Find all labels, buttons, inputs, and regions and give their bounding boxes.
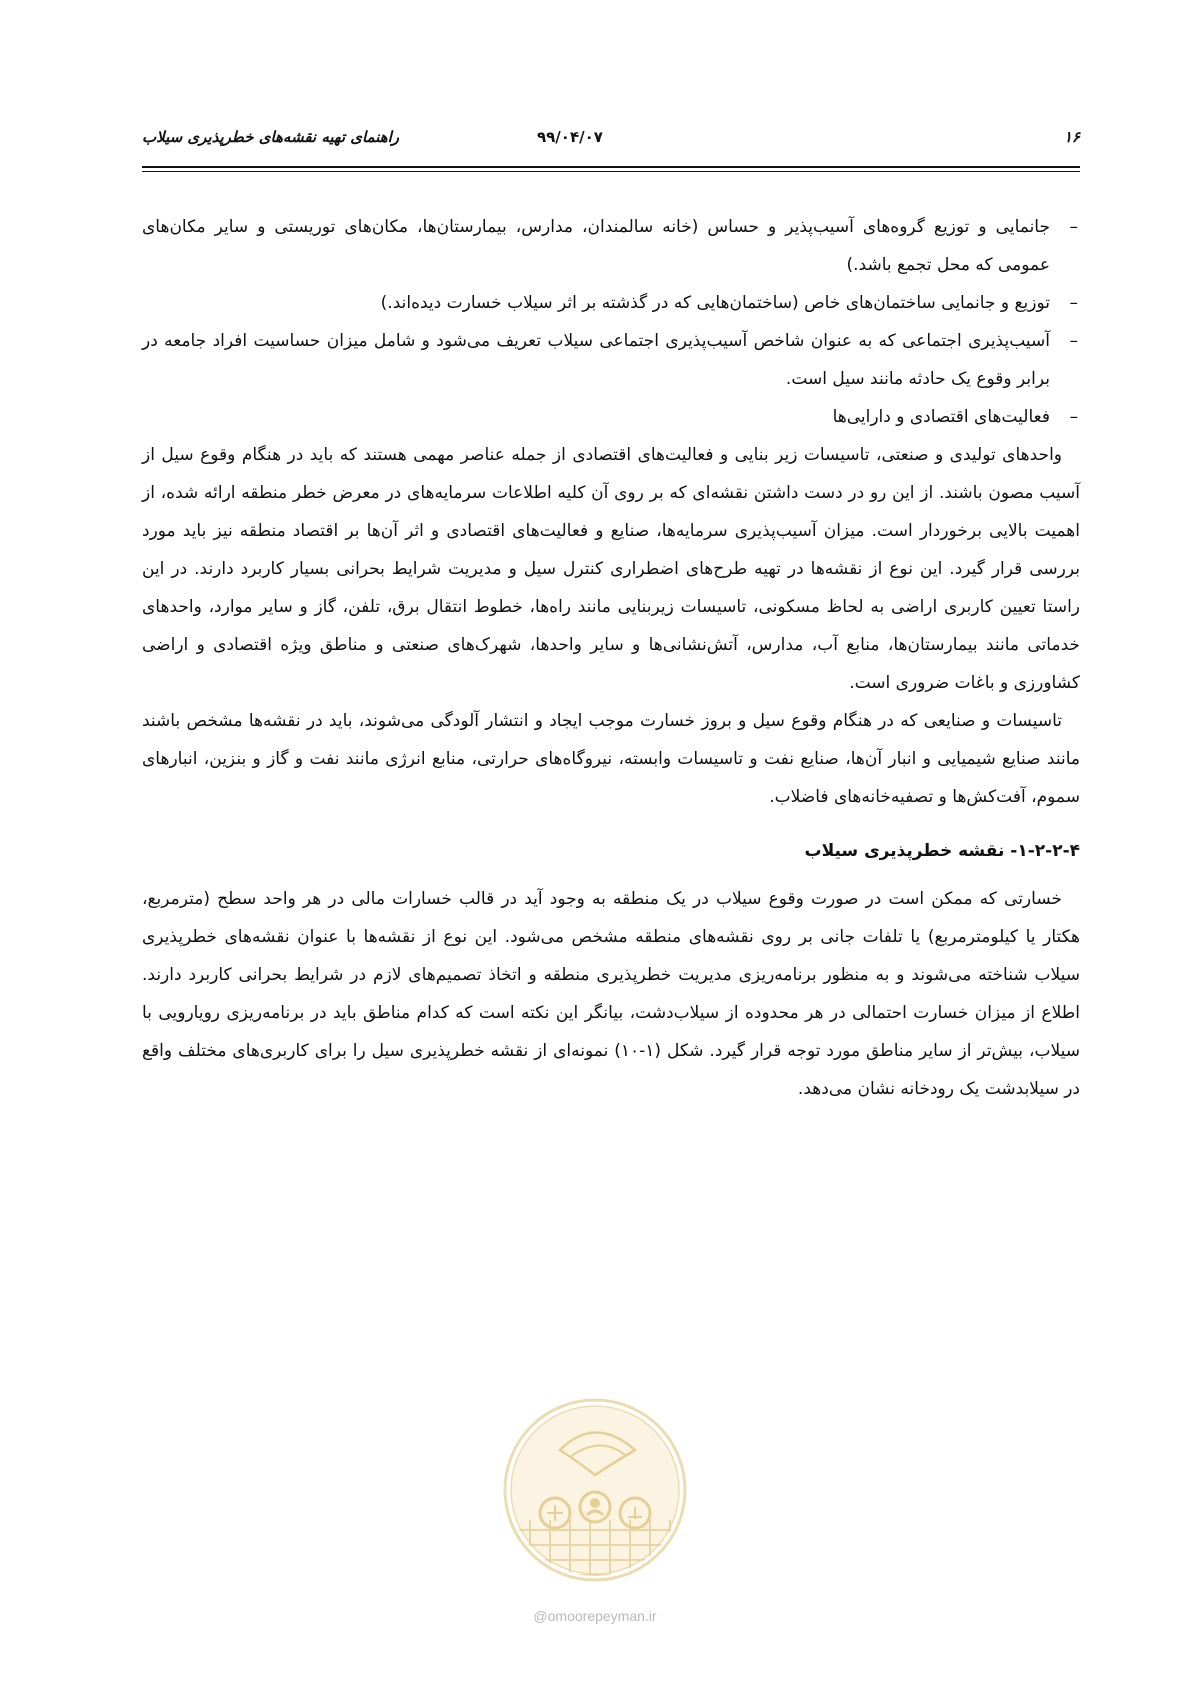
header-date: ۹۹/۰۴/۰۷ bbox=[537, 128, 603, 146]
header-divider-thin bbox=[142, 171, 1080, 172]
list-item bbox=[142, 208, 1080, 284]
header-title: راهنمای تهیه نقشه‌های خطرپذیری سیلاب bbox=[142, 128, 400, 146]
page-header bbox=[142, 128, 1080, 166]
section-paragraph: خسارتی که ممکن است در صورت وقوع سیلاب در یک منطقه به وجود آید در قالب خسارات مالی در هر واحد سطح (مترمربع، هکتار یا کیلومترمربع) یا تلفات جانی بر روی نقشه‌های منطقه مشخص می‌شود. این نوع از نقشه‌ها با عنوان نقشه‌های خطرپذیری سیلاب شناخته می‌شوند و به منظور برنامه‌ریزی مدیریت خطرپذیری منطقه و اتخاذ تصمیم‌های لازم در شرایط بحرانی کاربرد دارند. اطلاع از میزان خسارت احتمالی در هر محدوده از سیلاب‌دشت، بیانگر این نکته است که کدام مناطق باید در برنامه‌ریزی رویارویی با سیلاب، بیش‌تر از سایر مناطق مورد توجه قرار گیرد. شکل (۱-۱۰) نمونه‌ای از نقشه خطرپذیری سیل را برای کاربری‌های مختلف واقع در سیلابدشت یک رودخانه نشان می‌دهد. bbox=[142, 889, 1080, 1099]
header-divider bbox=[142, 166, 1080, 168]
bullet-dash: – bbox=[1069, 407, 1078, 427]
list-item bbox=[142, 284, 1080, 322]
bullet-dash: – bbox=[1069, 331, 1078, 351]
bullet-dash: – bbox=[1069, 293, 1078, 313]
list-item bbox=[142, 398, 1080, 436]
bullet-dash: – bbox=[1069, 217, 1078, 237]
page-body bbox=[142, 208, 1080, 1108]
bullet-text: فعالیت‌های اقتصادی و دارایی‌ها bbox=[832, 407, 1050, 427]
list-item bbox=[142, 322, 1080, 398]
page-number: ۱۶ bbox=[1063, 128, 1080, 146]
body-paragraph: واحدهای تولیدی و صنعتی، تاسیسات زیر بنایی و فعالیت‌های اقتصادی از جمله عناصر مهمی هستند که باید در هنگام وقوع سیل از آسیب مصون باشند. از این رو در دست داشتن نقشه‌ای که بر روی آن کلیه اطلاعات سرمایه‌های در معرض خطر منطقه ارائه شده، از اهمیت بالایی برخوردار است. میزان آسیب‌پذیری سرمایه‌ها، صنایع و فعالیت‌های اقتصادی و اثر آن‌ها بر اقتصاد منطقه نیز باید مورد بررسی قرار گیرد. این نوع از نقشه‌ها در تهیه طرح‌های اضطراری کنترل سیل و مدیریت شرایط بحرانی بسیار کاربرد دارند. در این راستا تعیین کاربری اراضی به لحاظ مسکونی، تاسیسات زیربنایی مانند راه‌ها، خطوط انتقال برق، تلفن، گاز و سایر موارد، واحدهای خدماتی مانند بیمارستان‌ها، منابع آب، مدارس، آتش‌نشانی‌ها و سایر واحدها، شهرک‌های صنعتی و مناطق ویژه اقتصادی و اراضی کشاورزی و باغات ضروری است. bbox=[142, 445, 1080, 693]
bullet-text: جانمایی و توزیع گروه‌های آسیب‌پذیر و حساس (خانه سالمندان، مدارس، بیمارستان‌ها، مکان‌های توریستی و سایر مکان‌های عمومی که محل تجمع باشد.) bbox=[142, 217, 1050, 275]
body-paragraph: تاسیسات و صنایعی که در هنگام وقوع سیل و بروز خسارت موجب ایجاد و انتشار آلودگی می‌شوند، باید در نقشه‌ها مشخص باشند مانند صنایع شیمیایی و انبار آن‌ها، صنایع نفت و تاسیسات وابسته، نیروگاه‌های حرارتی، منابع انرژی مانند نفت و گاز و بنزین، انبارهای سموم، آفت‌کش‌ها و تصفیه‌خانه‌های فاضلاب. bbox=[142, 711, 1080, 807]
watermark-site: @omoorepeyman.ir bbox=[533, 1608, 657, 1624]
bullet-text: توزیع و جانمایی ساختمان‌های خاص (ساختمان‌هایی که در گذشته بر اثر سیلاب خسارت دیده‌اند.) bbox=[380, 293, 1050, 313]
section-heading: ۱-۲-۲-۴- نقشه خطرپذیری سیلاب bbox=[804, 841, 1080, 861]
watermark-logo-icon bbox=[500, 1395, 690, 1585]
bullet-text: آسیب‌پذیری اجتماعی که به عنوان شاخص آسیب‌پذیری اجتماعی سیلاب تعریف می‌شود و شامل میزان حساسیت افراد جامعه در برابر وقوع یک حادثه مانند سیل است. bbox=[142, 331, 1050, 389]
